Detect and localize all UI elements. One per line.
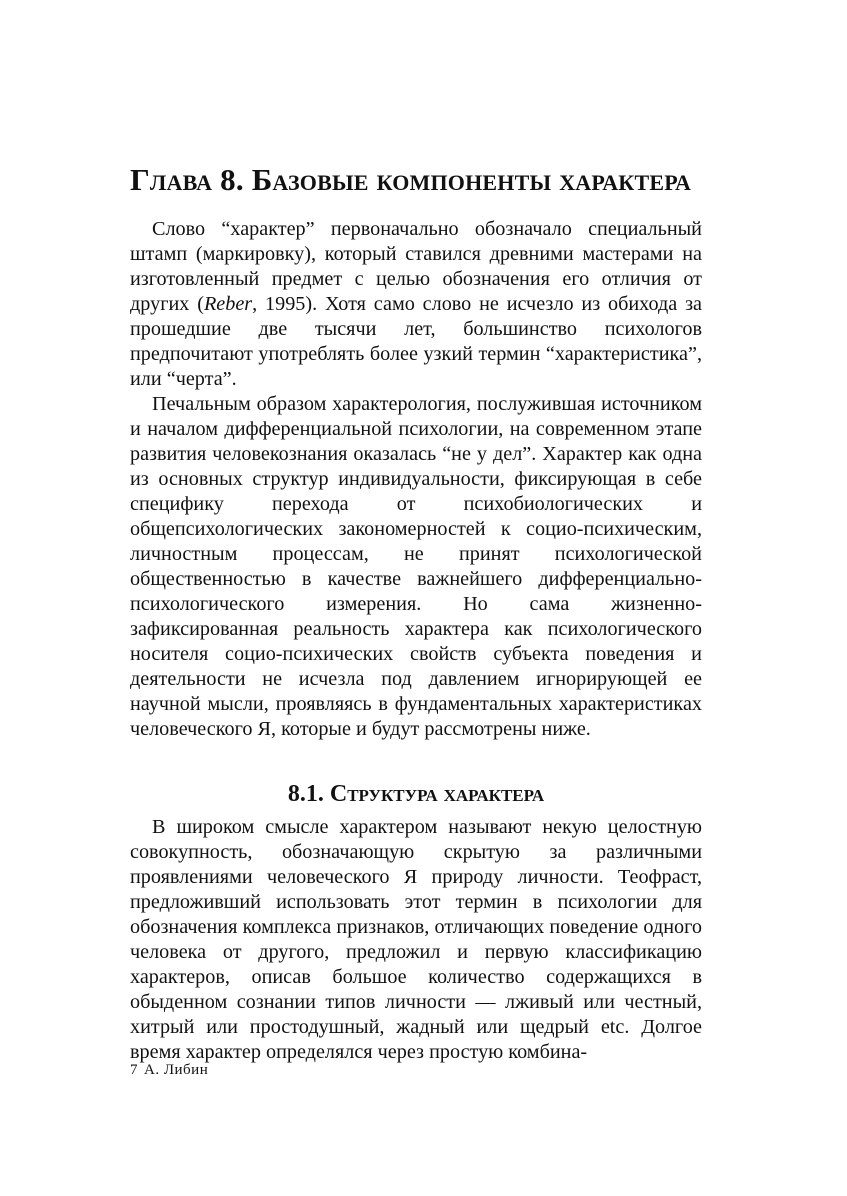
intro-paragraph-2: Печальным образом характерология, послужившая источником и началом дифференциальной психологии, на современном этапе развития человекознания оказалась “не у дел”. Характер как одна из основных структур индивидуальности, фиксирующая в себе специфику перехода от психобиологических и общепсихологических закономерностей к социо-психическим, личностным процессам, не принят психологической общественностью в качестве важнейшего дифференциально-психологического измерения. Но сама жизненно-зафиксированная реальность характера как психологического носителя социо-психических свойств субъекта поведения и деятельности не исчезла под давлением игнорирующей ее научной мысли, проявляясь в фундаментальных характеристиках человеческого Я, которые и будут рассмотрены ниже. — [130, 393, 702, 740]
intro-paragraph-1-start: Слово “характер” первоначально обозначало специальный штамп (маркировку), который ставился древними мастерами на изготовленный предмет с целью обозначения его отличия от других ( — [130, 218, 702, 315]
section-paragraph-1: В широком смысле характером называют некую целостную совокупность, обозначающую скрытую за различными проявлениями человеческого Я природу личности. Теофраст, предложивший использовать этот термин в психологии для обозначения комплекса признаков, отличающих поведение одного человека от другого, предложил и первую классификацию характеров, описав большое количество содержащихся в обыденном сознании типов личности — лживый или честный, хитрый или простодушный, жадный или щедрый etc. Долгое время характер определялся через простую комбина- — [130, 816, 702, 1063]
intro-text — [130, 217, 702, 742]
section-text — [130, 815, 702, 1065]
section-title: 8.1. Структура характера — [287, 781, 545, 807]
citation-author: Reber — [203, 293, 253, 315]
signature-number: 7 — [130, 1062, 138, 1078]
signature-author: А. Либин — [144, 1062, 209, 1078]
intro-paragraph-1-end: , 1995). Хотя само слово не исчезло из обихода за прошедшие две тысячи лет, большинство психологов предпочитают употреблять более узкий термин “характеристика”, или “черта”. — [130, 293, 702, 390]
printer-signature — [130, 1060, 214, 1080]
intro-paragraph-1 — [130, 217, 702, 392]
chapter-title: Глава 8. Базовые компоненты характера — [130, 162, 692, 197]
